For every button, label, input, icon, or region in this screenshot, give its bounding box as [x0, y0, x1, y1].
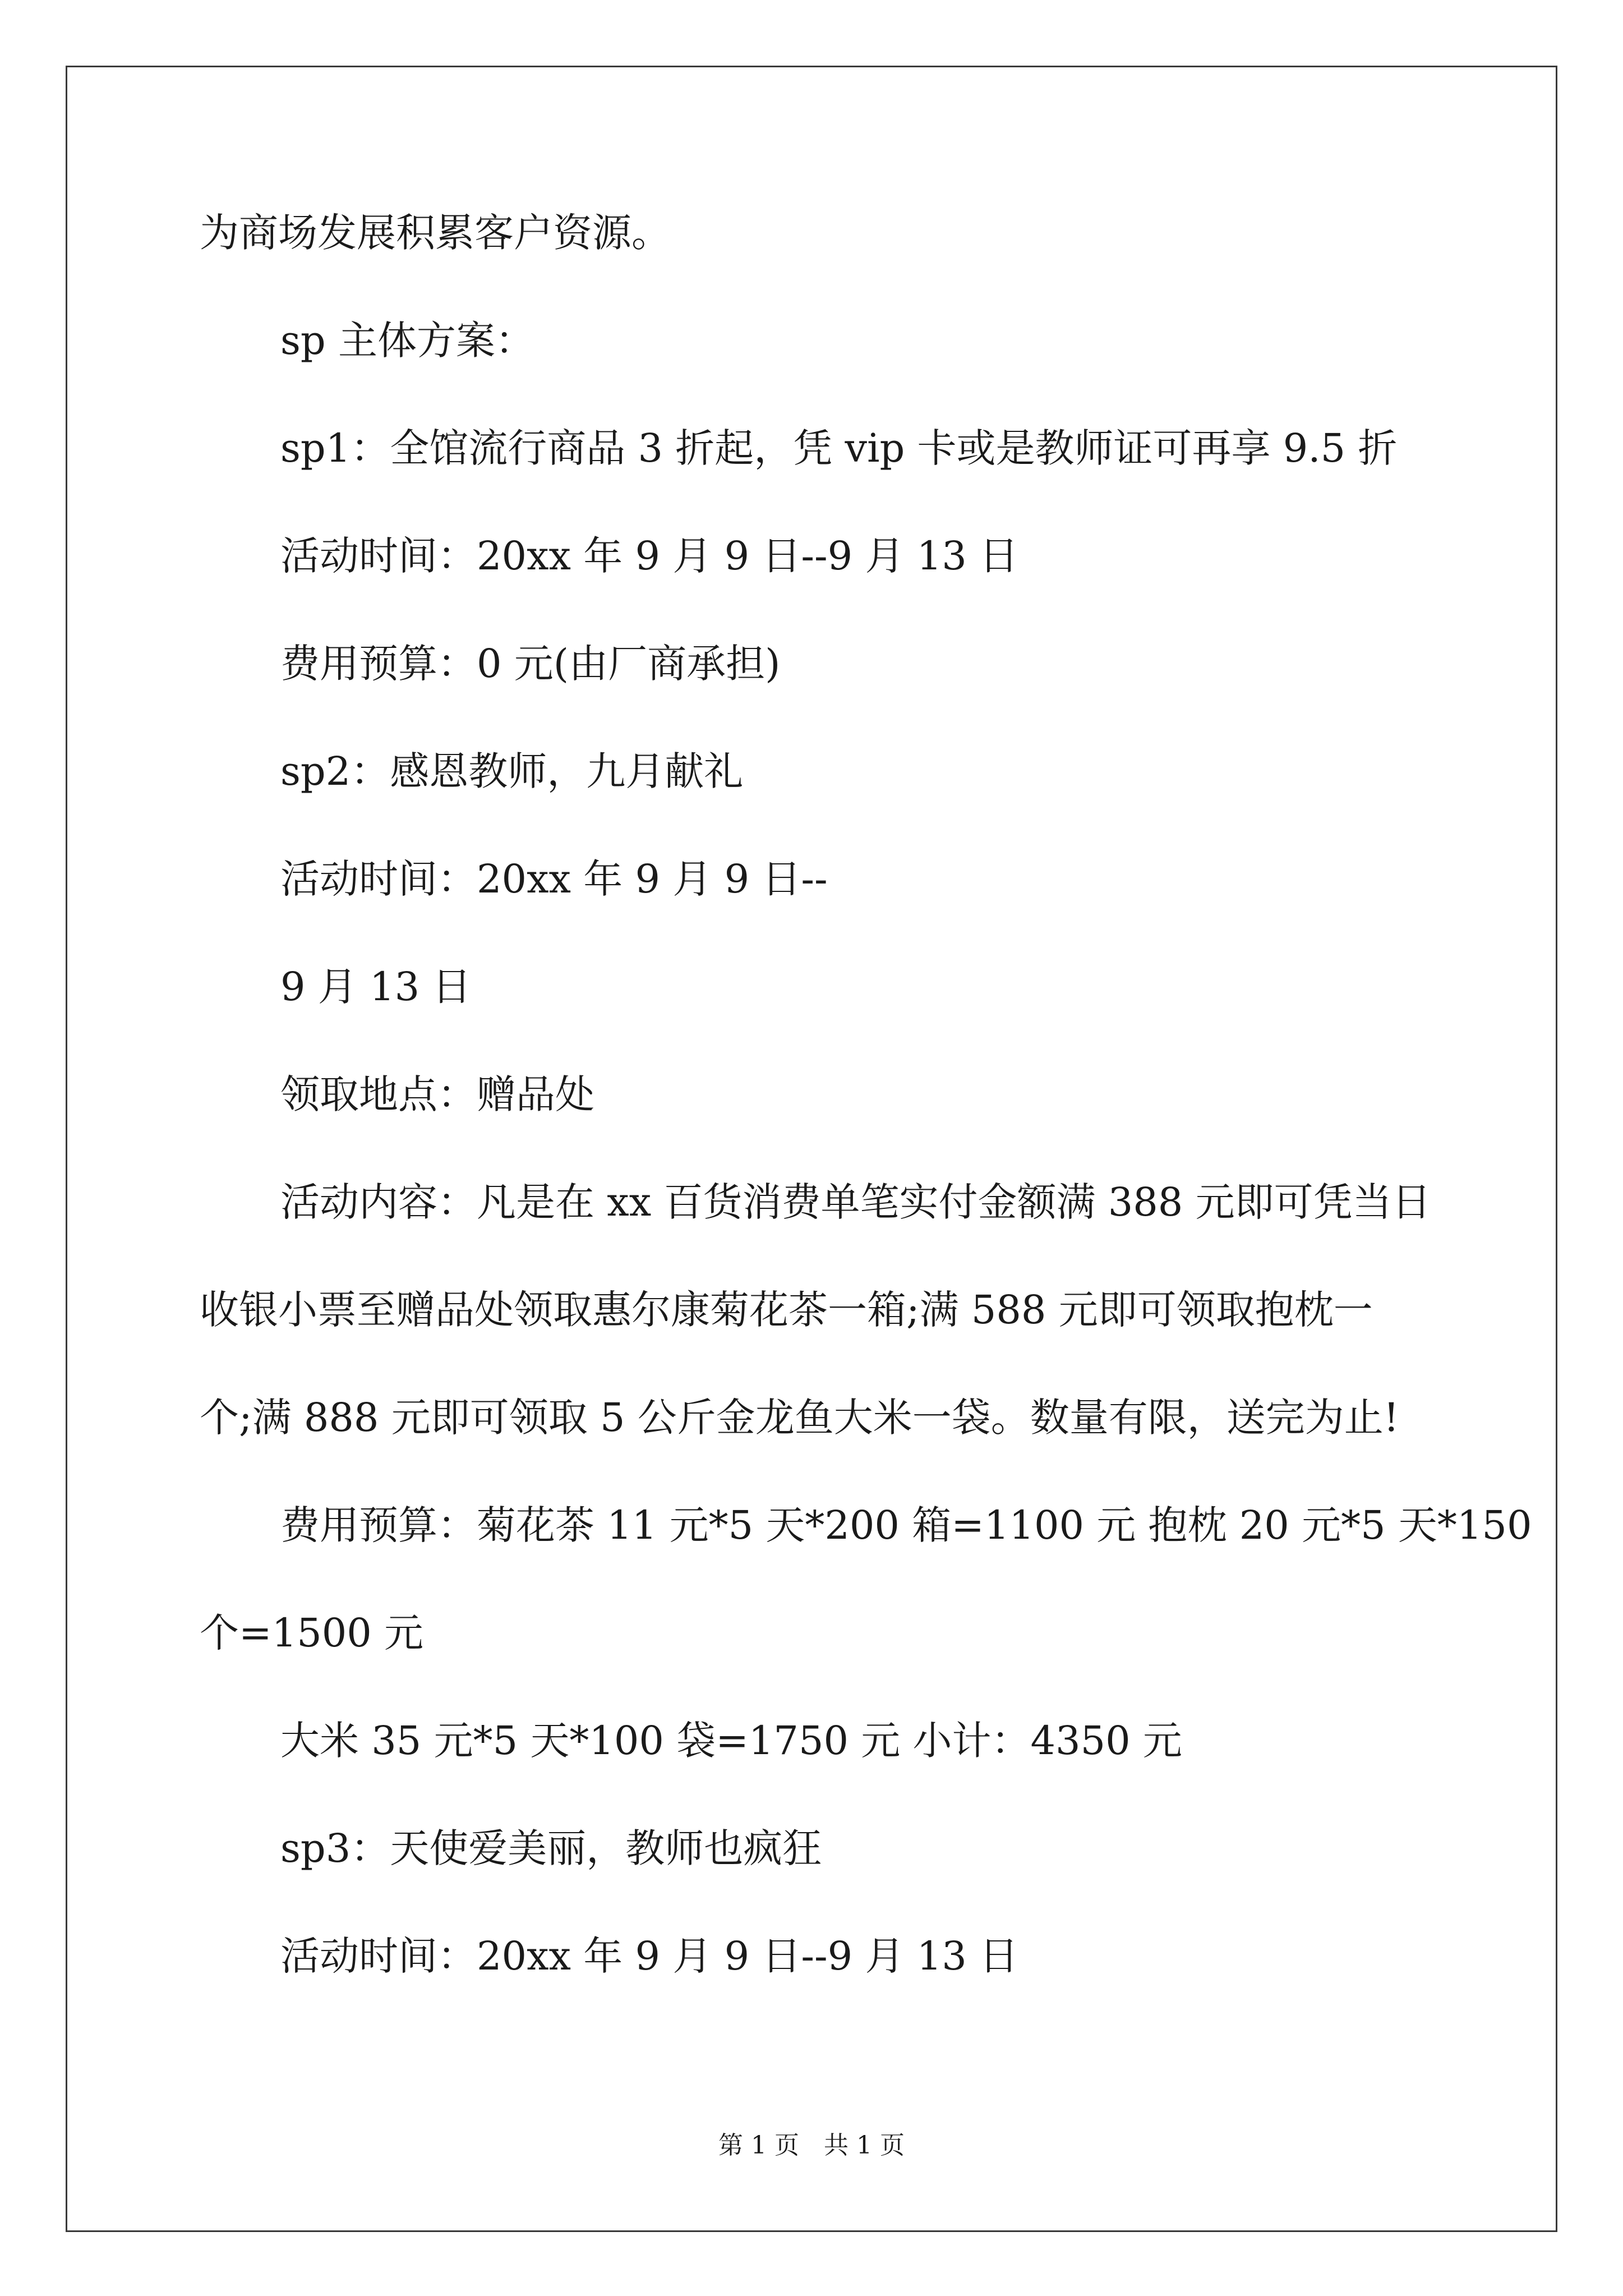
- page-border: [66, 66, 1557, 2232]
- text-line: sp3：天使爱美丽，教师也疯狂: [280, 1825, 822, 1871]
- text-line: 大米 35 元*5 天*100 袋=1750 元 小计：4350 元: [280, 1718, 1182, 1764]
- text-line: 费用预算：菊花茶 11 元*5 天*200 箱=1100 元 抱枕 20 元*5 天*150: [280, 1502, 1532, 1548]
- text-line: 活动时间：20xx 年 9 月 9 日--9 月 13 日: [280, 533, 1019, 579]
- text-line: sp 主体方案：: [280, 318, 534, 364]
- text-line: 个;满 888 元即可领取 5 公斤金龙鱼大米一袋。数量有限，送完为止!: [200, 1395, 1399, 1441]
- text-line: 活动时间：20xx 年 9 月 9 日--: [280, 856, 828, 902]
- text-line: 收银小票至赠品处领取惠尔康菊花茶一箱;满 588 元即可领取抱枕一: [200, 1287, 1373, 1333]
- text-line: 活动时间：20xx 年 9 月 9 日--9 月 13 日: [280, 1933, 1019, 1979]
- text-line: 领取地点：赠品处: [280, 1071, 594, 1117]
- text-line: 9 月 13 日: [280, 964, 472, 1010]
- text-line: 为商场发展积累客户资源。: [200, 210, 671, 256]
- text-line: 费用预算：0 元(由厂商承担): [280, 641, 781, 687]
- text-line: sp1：全馆流行商品 3 折起，凭 vip 卡或是教师证可再享 9.5 折: [280, 425, 1398, 471]
- text-line: 活动内容：凡是在 xx 百货消费单笔实付金额满 388 元即可凭当日: [280, 1179, 1431, 1225]
- text-line: sp2：感恩教师，九月献礼: [280, 748, 744, 794]
- text-line: 个=1500 元: [200, 1610, 424, 1656]
- page-footer: 第 1 页 共 1 页: [718, 2131, 905, 2160]
